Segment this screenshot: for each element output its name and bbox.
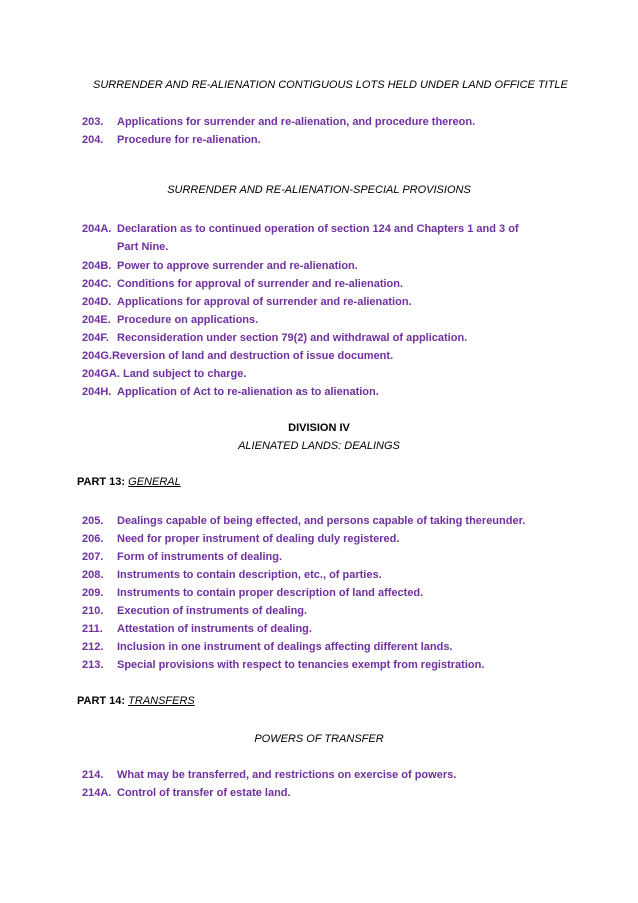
entry-number: 214A. — [82, 787, 112, 799]
entry-number: 209. — [82, 587, 104, 599]
heading-powers-of-transfer: POWERS OF TRANSFER — [254, 733, 384, 745]
heading-special-provisions: SURRENDER AND RE-ALIENATION-SPECIAL PROVISIONS — [167, 184, 471, 196]
entry-number: 204A. — [82, 223, 112, 235]
entry-number: 205. — [82, 515, 104, 527]
part-label: PART 13: — [77, 476, 126, 488]
entry-title: Applications for approval of surrender and re-alienation. — [117, 296, 412, 308]
entry-title: Reconsideration under section 79(2) and withdrawal of application. — [117, 332, 468, 344]
toc-entry-214a[interactable] — [82, 787, 291, 799]
entry-title: Power to approve surrender and re-alienation. — [117, 260, 358, 272]
part-13-heading — [77, 476, 181, 488]
entry-title: Need for proper instrument of dealing duly registered. — [117, 533, 400, 545]
entry-title: Form of instruments of dealing. — [117, 551, 283, 563]
toc-entry-208[interactable] — [82, 569, 382, 581]
toc-entry-204a[interactable] — [82, 223, 519, 235]
entry-number: 204D. — [82, 296, 112, 308]
toc-entry-213[interactable] — [82, 659, 484, 671]
entry-title: Application of Act to re-alienation as to alienation. — [117, 386, 379, 398]
entry-title: Dealings capable of being effected, and persons capable of taking thereunder. — [117, 515, 526, 527]
toc-entry-211[interactable] — [82, 623, 312, 635]
entry-title: Special provisions with respect to tenancies exempt from registration. — [117, 659, 485, 671]
entry-number: 213. — [82, 659, 104, 671]
toc-entry-212[interactable] — [82, 641, 453, 653]
toc-entry-210[interactable] — [82, 605, 307, 617]
heading-contiguous-lots: SURRENDER AND RE-ALIENATION CONTIGUOUS LOTS HELD UNDER LAND OFFICE TITLE — [93, 79, 568, 91]
toc-entry-204b[interactable] — [82, 260, 358, 272]
toc-entry-203[interactable] — [82, 116, 475, 128]
entry-number: 204C. — [82, 278, 112, 290]
toc-entry-204h[interactable] — [82, 386, 379, 398]
entry-number: 203. — [82, 116, 104, 128]
entry-number: 207. — [82, 551, 104, 563]
entry-title: Conditions for approval of surrender and re-alienation. — [117, 278, 404, 290]
toc-entry-204e[interactable] — [82, 314, 258, 326]
entry-number: 204B. — [82, 260, 112, 272]
entry-number: 204H. — [82, 386, 112, 398]
toc-entry-204a-continuation: Part Nine. — [117, 241, 169, 253]
toc-entry-204ga[interactable] — [82, 368, 246, 380]
toc-entry-204[interactable] — [82, 134, 261, 146]
entry-number: 212. — [82, 641, 104, 653]
entry-number: 210. — [82, 605, 104, 617]
entry-title: Reversion of land and destruction of issue document. — [111, 350, 394, 362]
entry-title: What may be transferred, and restrictions on exercise of powers. — [117, 769, 457, 781]
part-name: TRANSFERS — [128, 695, 195, 707]
toc-entry-204c[interactable] — [82, 278, 403, 290]
entry-title: Execution of instruments of dealing. — [117, 605, 308, 617]
division-title: DIVISION IV — [288, 422, 350, 434]
toc-entry-204f[interactable] — [82, 332, 467, 344]
entry-title: Control of transfer of estate land. — [117, 787, 291, 799]
entry-title: Inclusion in one instrument of dealings affecting different lands. — [117, 641, 453, 653]
entry-number: 204F. — [82, 332, 109, 344]
entry-title: Declaration as to continued operation of section 124 and Chapters 1 and 3 of — [117, 223, 519, 235]
entry-title: Attestation of instruments of dealing. — [117, 623, 312, 635]
entry-title: Applications for surrender and re-alienation, and procedure thereon. — [117, 116, 476, 128]
entry-number: 214. — [82, 769, 104, 781]
division-subtitle: ALIENATED LANDS: DEALINGS — [238, 440, 400, 452]
entry-number: 204GA. — [82, 368, 120, 380]
entry-number: 204. — [82, 134, 104, 146]
part-14-heading — [77, 695, 195, 707]
entry-title: Procedure for re-alienation. — [117, 134, 261, 146]
entry-number: 204G. — [82, 350, 112, 362]
toc-entry-207[interactable] — [82, 551, 282, 563]
part-name: GENERAL — [128, 476, 181, 488]
toc-entry-204d[interactable] — [82, 296, 412, 308]
entry-number: 208. — [82, 569, 104, 581]
entry-number: 206. — [82, 533, 104, 545]
toc-entry-205[interactable] — [82, 515, 525, 527]
toc-entry-206[interactable] — [82, 533, 399, 545]
entry-title: Instruments to contain description, etc., of parties. — [117, 569, 382, 581]
entry-number: 204E. — [82, 314, 111, 326]
toc-entry-209[interactable] — [82, 587, 423, 599]
toc-entry-204g[interactable] — [82, 350, 393, 362]
entry-title: Land subject to charge. — [122, 368, 247, 380]
entry-title: Procedure on applications. — [117, 314, 259, 326]
entry-number: 211. — [82, 623, 103, 635]
toc-entry-214[interactable] — [82, 769, 456, 781]
entry-title: Instruments to contain proper description of land affected. — [117, 587, 424, 599]
part-label: PART 14: — [77, 695, 126, 707]
